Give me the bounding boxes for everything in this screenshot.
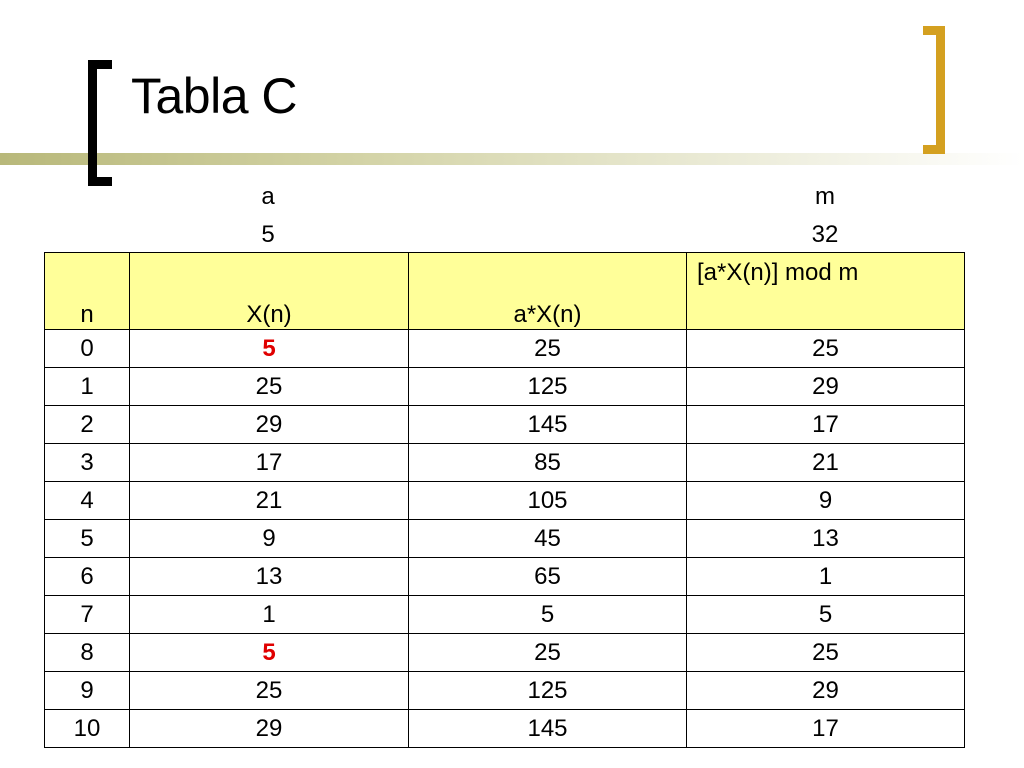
cell-mod: 13 xyxy=(687,520,965,558)
cell-mod: 29 xyxy=(687,368,965,406)
title-underline-bar xyxy=(0,153,1024,165)
table-header-row xyxy=(45,253,965,330)
cell-mod: 5 xyxy=(687,596,965,634)
cell-n: 5 xyxy=(45,520,130,558)
table-row xyxy=(45,672,965,710)
cell-axn: 45 xyxy=(409,520,687,558)
header-axn: a*X(n) xyxy=(409,253,687,330)
left-bracket-top xyxy=(88,60,112,69)
right-bracket-bottom xyxy=(923,145,945,154)
left-bracket-stem xyxy=(88,60,97,186)
param-m-value: 32 xyxy=(811,221,839,248)
cell-mod: 17 xyxy=(687,710,965,748)
cell-axn: 145 xyxy=(409,406,687,444)
cell-xn: 21 xyxy=(130,482,409,520)
cell-axn: 105 xyxy=(409,482,687,520)
cell-xn: 25 xyxy=(130,672,409,710)
table-row xyxy=(45,444,965,482)
param-a-label: a xyxy=(261,183,275,210)
table-row xyxy=(45,482,965,520)
cell-axn: 5 xyxy=(409,596,687,634)
cell-xn: 29 xyxy=(130,710,409,748)
cell-axn: 25 xyxy=(409,634,687,672)
left-bracket-bottom xyxy=(88,177,112,186)
cell-n: 4 xyxy=(45,482,130,520)
table-row xyxy=(45,558,965,596)
table-row xyxy=(45,330,965,368)
cell-n: 6 xyxy=(45,558,130,596)
slide-title: Tabla C xyxy=(131,68,298,124)
cell-mod: 17 xyxy=(687,406,965,444)
right-bracket-stem xyxy=(936,26,945,154)
table-row xyxy=(45,368,965,406)
cell-xn: 5 xyxy=(130,330,409,368)
header-n: n xyxy=(45,253,130,330)
cell-n: 7 xyxy=(45,596,130,634)
cell-n: 0 xyxy=(45,330,130,368)
cell-xn: 17 xyxy=(130,444,409,482)
right-bracket-top xyxy=(923,26,945,35)
cell-axn: 85 xyxy=(409,444,687,482)
cell-n: 10 xyxy=(45,710,130,748)
sequence-table xyxy=(44,252,965,748)
cell-mod: 21 xyxy=(687,444,965,482)
cell-xn: 25 xyxy=(130,368,409,406)
header-mod: [a*X(n)] mod m xyxy=(687,253,965,330)
cell-axn: 65 xyxy=(409,558,687,596)
cell-xn: 9 xyxy=(130,520,409,558)
cell-axn: 125 xyxy=(409,368,687,406)
cell-xn: 1 xyxy=(130,596,409,634)
cell-xn: 29 xyxy=(130,406,409,444)
cell-n: 2 xyxy=(45,406,130,444)
header-xn: X(n) xyxy=(130,253,409,330)
cell-mod: 29 xyxy=(687,672,965,710)
cell-mod: 9 xyxy=(687,482,965,520)
param-a-value: 5 xyxy=(261,221,275,248)
cell-mod: 25 xyxy=(687,330,965,368)
cell-n: 3 xyxy=(45,444,130,482)
cell-axn: 125 xyxy=(409,672,687,710)
table-row xyxy=(45,634,965,672)
table-row xyxy=(45,596,965,634)
cell-xn: 13 xyxy=(130,558,409,596)
cell-n: 9 xyxy=(45,672,130,710)
cell-mod: 1 xyxy=(687,558,965,596)
table-row xyxy=(45,520,965,558)
param-m-label: m xyxy=(815,183,835,210)
table-row xyxy=(45,710,965,748)
cell-n: 1 xyxy=(45,368,130,406)
cell-axn: 145 xyxy=(409,710,687,748)
cell-xn: 5 xyxy=(130,634,409,672)
cell-axn: 25 xyxy=(409,330,687,368)
cell-mod: 25 xyxy=(687,634,965,672)
cell-n: 8 xyxy=(45,634,130,672)
table-row xyxy=(45,406,965,444)
